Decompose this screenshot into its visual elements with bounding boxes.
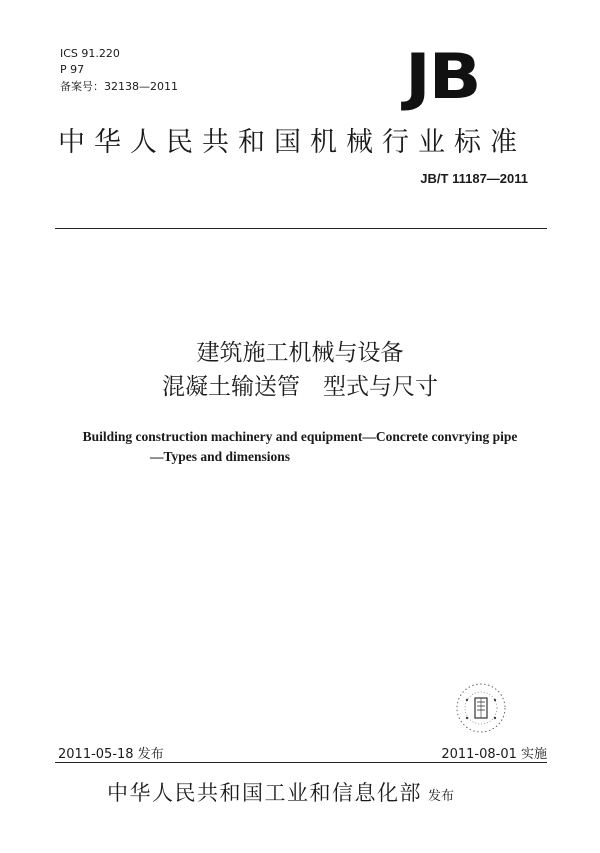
ics-code: ICS 91.220 [60,47,120,60]
publisher-name: 中华人民共和国工业和信息化部 [107,781,422,805]
top-divider [55,228,547,229]
seal-stamp-icon [453,680,509,736]
publisher-suffix: 发布 [428,789,455,804]
bottom-divider [55,762,547,763]
standard-number: JB/T 11187—2011 [420,171,528,186]
chinese-title-line-1: 建筑施工机械与设备 [196,340,404,366]
english-title-line-1: Building construction machinery and equipment—Concrete convrying pipe [82,429,518,444]
chinese-title-line-2: 混凝土输送管 型式与尺寸 [162,374,438,400]
implementation-date: 2011-08-01 实施 [441,747,547,762]
jb-logo: JB [405,40,480,113]
issue-date: 2011-05-18 发布 [58,747,164,762]
publisher [107,777,454,807]
record-number: 备案号：32138—2011 [60,80,178,93]
english-title-line-2: —Types and dimensions [149,449,291,464]
p-code: P 97 [60,63,85,76]
standard-org-title: 中华人民共和国机械行业标准 [58,127,526,158]
